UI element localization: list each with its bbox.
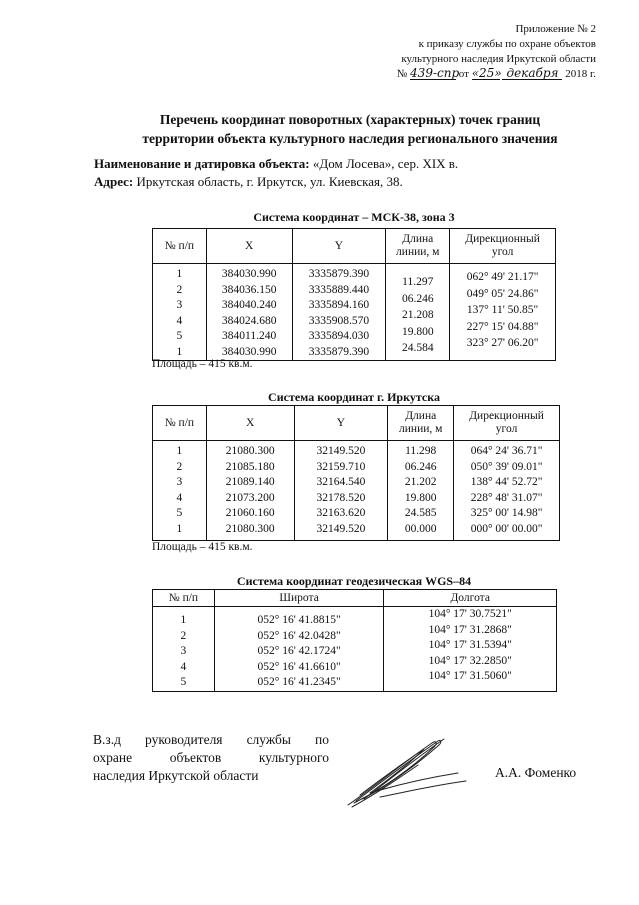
table-cell: 384011.240 <box>222 330 277 342</box>
table-cell: 5 <box>180 676 187 688</box>
header-length-1: Длина <box>405 410 437 422</box>
table-cell: 3335908.570 <box>308 314 370 327</box>
table-cell: 1 <box>176 522 183 535</box>
num-column <box>153 607 215 692</box>
irk-caption: Система координат г. Иркутска <box>268 390 440 404</box>
appendix-line-2: к приказу службы по охране объектов <box>418 38 596 50</box>
signatory-word: службы <box>246 732 291 747</box>
table-cell: 384030.990 <box>221 268 277 280</box>
object-name-line <box>94 155 458 173</box>
table-cell: 3335894.160 <box>308 299 370 311</box>
table-cell: 2 <box>176 460 183 473</box>
object-address-label: Адрес: <box>94 174 134 189</box>
header-angle-2: угол <box>495 423 518 435</box>
signatory-name: А.А. Фоменко <box>495 765 577 780</box>
document-title <box>60 110 639 148</box>
table-cell: 384024.680 <box>221 314 277 327</box>
table-cell: 4 <box>176 314 183 327</box>
header-length-2: линии, м <box>399 423 443 435</box>
table-cell: 19.800 <box>404 491 437 504</box>
table-body-row <box>153 441 560 541</box>
table-cell: 21080.300 <box>225 522 275 535</box>
table-cell: 049° 05' 24.86" <box>466 287 539 300</box>
table-cell: 06.246 <box>404 460 437 473</box>
header-num: № п/п <box>153 406 207 441</box>
table-cell: 104° 17' 30.7521" <box>428 608 512 620</box>
order-month: декабря <box>502 67 562 80</box>
appendix-number-line <box>397 67 596 82</box>
table-header-row <box>153 406 560 441</box>
title-line-1: Перечень координат поворотных (характерных) точек границ <box>159 112 541 127</box>
signatory-line-2 <box>93 749 329 767</box>
table-cell: 052° 16' 41.2345" <box>257 676 341 688</box>
table-cell: 052° 16' 42.0428" <box>257 629 341 642</box>
y-column <box>292 264 386 361</box>
table-cell: 384030.990 <box>221 345 277 358</box>
table-cell: 32149.520 <box>316 445 366 457</box>
msk-table <box>152 228 556 361</box>
table-cell: 21.202 <box>404 476 437 488</box>
header-angle-2: угол <box>491 246 514 258</box>
table-cell: 21085.180 <box>225 460 275 473</box>
table-cell: 104° 17' 32.2850" <box>428 654 512 667</box>
table-cell: 104° 17' 31.5060" <box>428 670 512 682</box>
table-cell: 000° 00' 00.00" <box>470 522 543 535</box>
order-year: 2018 г. <box>565 68 596 80</box>
length-column <box>386 264 450 361</box>
table-cell: 104° 17' 31.5394" <box>428 639 512 651</box>
table-cell: 104° 17' 31.2868" <box>428 623 512 636</box>
table-cell: 062° 49' 21.17" <box>466 271 539 283</box>
signatory-word: культурного <box>258 750 329 765</box>
title-line-2: территории объекта культурного наследия регионального значения <box>142 131 558 146</box>
table-cell: 21.208 <box>401 309 434 321</box>
header-x: X <box>206 406 294 441</box>
table-body-row <box>153 607 557 692</box>
x-column <box>206 441 294 541</box>
table-cell: 24.585 <box>404 507 437 519</box>
table-header-row <box>153 229 556 264</box>
table-header-row <box>153 590 557 607</box>
table-cell: 3335894.030 <box>308 330 370 342</box>
table-cell: 227° 15' 04.88" <box>466 320 539 333</box>
table-cell: 32163.620 <box>316 507 366 519</box>
order-day: «25» <box>471 66 502 80</box>
table-cell: 5 <box>176 330 183 342</box>
table-cell: 325° 00' 14.98" <box>470 507 543 519</box>
wgs-caption: Система координат геодезическая WGS–84 <box>236 574 472 588</box>
table-cell: 11.298 <box>405 445 437 457</box>
table-cell: 2 <box>176 283 183 296</box>
table-cell: 5 <box>176 507 183 519</box>
header-length-2: линии, м <box>396 246 440 258</box>
header-length <box>386 229 450 264</box>
signatory-word: охране <box>93 750 133 765</box>
header-angle <box>454 406 560 441</box>
table-cell: 21073.200 <box>225 491 275 504</box>
table-cell: 06.246 <box>401 292 434 305</box>
signatory-word: В.з.д <box>93 732 121 747</box>
table-cell: 228° 48' 31.07" <box>470 491 543 504</box>
table-cell: 19.800 <box>401 325 434 338</box>
table-cell: 32178.520 <box>316 491 366 504</box>
header-length-1: Длина <box>402 233 434 245</box>
appendix-line-3: культурного наследия Иркутской области <box>401 53 596 65</box>
table-cell: 3335879.390 <box>308 268 370 280</box>
header-angle-1: Дирекционный <box>465 233 540 245</box>
table-cell: 052° 16' 41.8815" <box>257 614 341 626</box>
y-column <box>294 441 388 541</box>
header-y: Y <box>294 406 388 441</box>
table-cell: 064° 24' 36.71" <box>470 445 543 457</box>
header-num: № п/п <box>153 590 215 607</box>
number-prefix: № <box>396 68 408 80</box>
table-cell: 2 <box>180 629 187 642</box>
table-cell: 1 <box>176 268 183 280</box>
msk-area: Площадь – 415 кв.м. <box>152 358 253 370</box>
object-name-value: «Дом Лосева», сер. XIX в. <box>312 156 459 171</box>
table-cell: 323° 27' 06.20" <box>466 337 539 349</box>
latitude-column <box>214 607 384 692</box>
order-number: 439-спр <box>410 66 460 80</box>
table-cell: 00.000 <box>404 522 437 535</box>
table-cell: 052° 16' 41.6610" <box>257 660 341 673</box>
signatory-word: объектов <box>169 750 222 765</box>
table-cell: 11.297 <box>402 276 434 288</box>
header-longitude: Долгота <box>384 590 557 607</box>
signatory-word: руководителя <box>145 732 223 747</box>
header-length <box>388 406 454 441</box>
wgs-table <box>152 589 557 692</box>
longitude-column <box>384 607 557 692</box>
handwritten-signature <box>340 735 470 810</box>
signatory-line-3: наследия Иркутской области <box>93 768 259 783</box>
header-angle <box>450 229 556 264</box>
irk-table <box>152 405 560 541</box>
table-cell: 1 <box>176 445 183 457</box>
table-cell: 137° 11' 50.85" <box>466 304 539 316</box>
table-cell: 384036.150 <box>221 283 277 296</box>
table-cell: 21080.300 <box>225 445 275 457</box>
signatory-line-1 <box>93 731 329 749</box>
angle-column <box>454 441 560 541</box>
object-address-line <box>94 173 458 191</box>
table-cell: 4 <box>176 491 183 504</box>
length-column <box>388 441 454 541</box>
num-column <box>153 441 207 541</box>
table-cell: 21089.140 <box>225 476 275 488</box>
x-column <box>206 264 292 361</box>
table-cell: 24.584 <box>401 342 434 354</box>
table-cell: 050° 39' 09.01" <box>470 460 543 473</box>
object-info <box>94 155 458 191</box>
irk-area: Площадь – 415 кв.м. <box>152 541 253 553</box>
signatory-word: по <box>314 732 329 747</box>
date-from: от <box>458 68 469 80</box>
appendix-block <box>397 22 596 82</box>
object-name-label: Наименование и датировка объекта: <box>94 156 310 171</box>
table-cell: 32149.520 <box>316 522 366 535</box>
table-cell: 138° 44' 52.72" <box>470 476 543 488</box>
header-x: X <box>206 229 292 264</box>
object-address-value: Иркутская область, г. Иркутск, ул. Киевская, 38. <box>136 174 403 189</box>
table-cell: 3 <box>176 299 183 311</box>
header-num: № п/п <box>153 229 207 264</box>
angle-column <box>450 264 556 361</box>
table-cell: 21060.160 <box>225 507 275 519</box>
table-cell: 384040.240 <box>221 299 277 311</box>
num-column <box>153 264 207 361</box>
table-cell: 4 <box>180 660 187 673</box>
table-cell: 3 <box>176 476 183 488</box>
signatory-title <box>93 731 329 785</box>
table-cell: 3335879.390 <box>308 345 370 358</box>
header-y: Y <box>292 229 386 264</box>
table-cell: 3 <box>180 645 187 657</box>
table-cell: 1 <box>180 614 187 626</box>
header-latitude: Широта <box>214 590 384 607</box>
table-cell: 1 <box>176 345 183 358</box>
table-cell: 32159.710 <box>316 460 366 473</box>
msk-caption: Система координат – МСК-38, зона 3 <box>253 210 455 224</box>
table-cell: 052° 16' 42.1724" <box>257 645 341 657</box>
table-cell: 3335889.440 <box>308 283 370 296</box>
table-body-row <box>153 264 556 361</box>
table-cell: 32164.540 <box>316 476 366 488</box>
header-angle-1: Дирекционный <box>469 410 544 422</box>
appendix-line-1: Приложение № 2 <box>515 23 596 35</box>
